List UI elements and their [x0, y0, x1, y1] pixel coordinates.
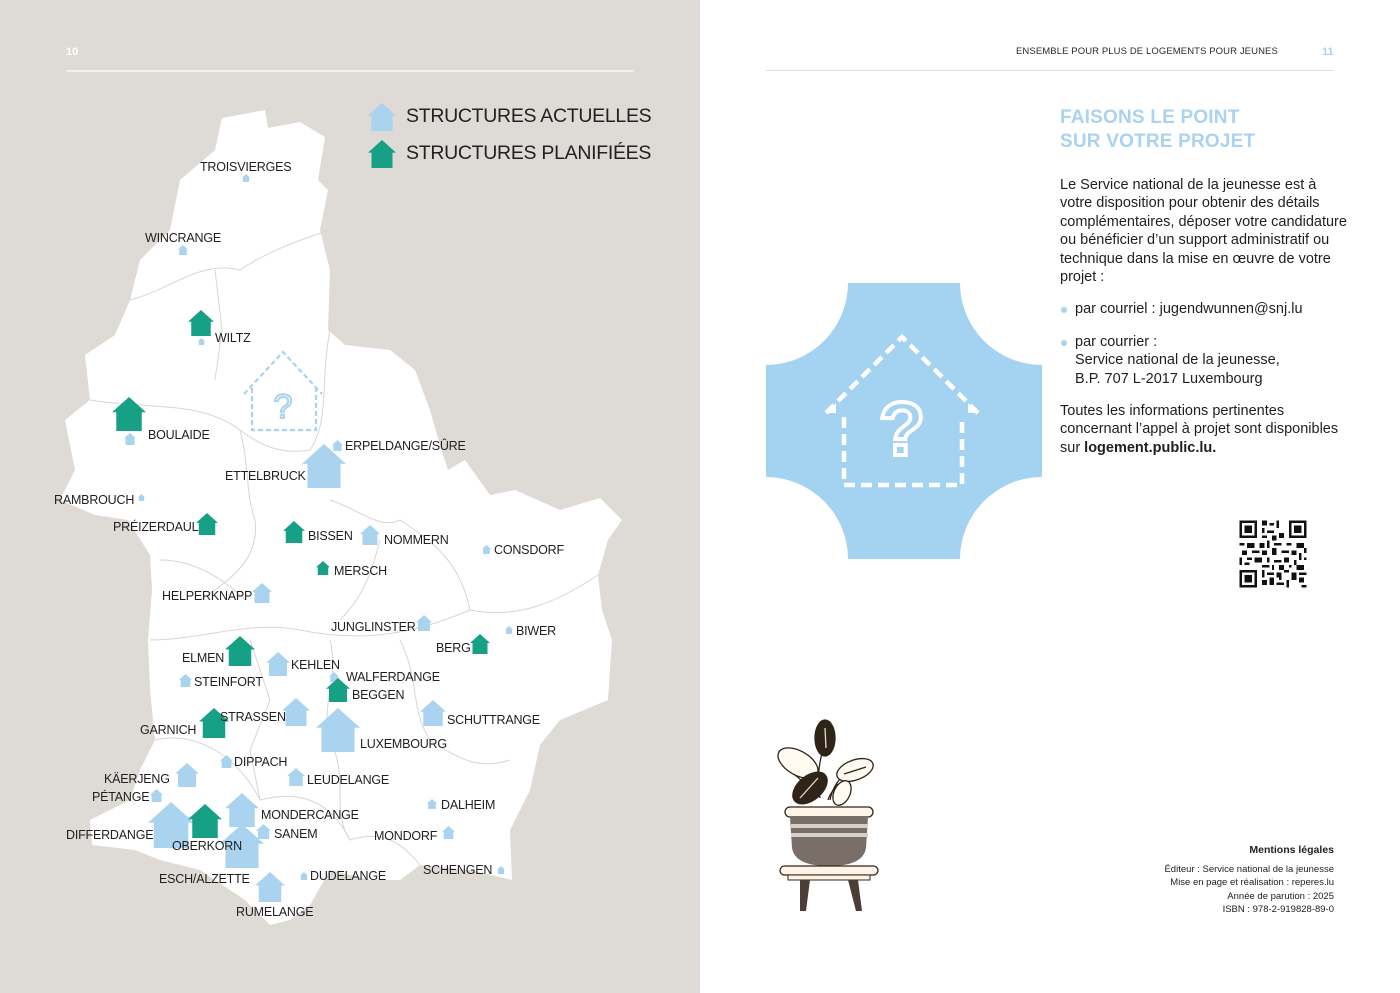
city-label: RUMELANGE: [236, 905, 314, 919]
city-label: WINCRANGE: [145, 231, 221, 245]
city-label: PÉTANGE: [92, 790, 150, 804]
city-label: ESCH/ALZETTE: [159, 872, 250, 886]
dashed-house-question-icon: [766, 283, 1042, 559]
city-label: MONDERCANGE: [261, 808, 359, 822]
legend-planned: [368, 135, 651, 172]
city-label: NOMMERN: [384, 533, 449, 547]
city-label: LUXEMBOURG: [360, 737, 447, 751]
city-label: SCHUTTRANGE: [447, 713, 540, 727]
intro-text: Le Service national de la jeunesse est à votre disposition pour obtenir des détails complémentaires, déposer votre candidature ou bénéficier d’un support administratif ou technique dans la mise en œuvre de votre projet :: [1060, 177, 1347, 286]
city-label: DALHEIM: [441, 798, 496, 812]
email-text[interactable]: par courriel : jugendwunnen@snj.lu: [1075, 301, 1303, 318]
city-label: MONDORF: [374, 829, 438, 843]
legal-notice: Mentions légales Éditeur : Service national de la jeunesse Mise en page et réalisation : reperes.lu Année de parution : 2025 ISBN : 978-2-919828-89-0: [1164, 844, 1334, 916]
city-label: ETTELBRUCK: [225, 469, 306, 483]
city-label: HELPERKNAPP: [162, 589, 253, 603]
city-label: JUNGLINSTER: [331, 620, 416, 634]
city-label: SCHENGEN: [423, 863, 493, 877]
city-label: LEUDELANGE: [307, 773, 390, 787]
header-rule: [766, 70, 1334, 71]
city-label: GARNICH: [140, 723, 197, 737]
postal-contact: par courrier : Service national de la jeunesse, B.P. 707 L-2017 Luxembourg: [1060, 333, 1350, 388]
legend-label: STRUCTURES ACTUELLES: [406, 105, 652, 127]
header-rule: [66, 70, 634, 72]
city-label: TROISVIERGES: [200, 160, 292, 174]
page-number: 10: [66, 46, 79, 58]
city-label: KÄERJENG: [104, 772, 170, 786]
city-label: ERPELDANGE/SÛRE: [345, 439, 466, 453]
city-label: STRASSEN: [220, 710, 286, 724]
city-label: OBERKORN: [172, 839, 242, 853]
house-icon: [368, 139, 396, 169]
city-label: CONSDORF: [494, 543, 564, 557]
city-label: BIWER: [516, 624, 556, 638]
city-label: WALFERDANGE: [346, 670, 440, 684]
city-label: KEHLEN: [291, 658, 340, 672]
legend-current: [368, 98, 651, 135]
city-label: RAMBROUCH: [54, 493, 135, 507]
svg-text:?: ?: [878, 387, 926, 472]
outro-text: Toutes les informations pertinentes concernant l’appel à projet sont disponibles sur logement.public.lu.: [1060, 403, 1339, 456]
page-number: 11: [1322, 46, 1334, 58]
city-label: BERG: [436, 641, 471, 655]
svg-text:?: ?: [273, 388, 293, 426]
city-label: PRÉIZERDAUL: [113, 520, 199, 534]
city-label: SANEM: [274, 827, 318, 841]
running-head: ENSEMBLE POUR PLUS DE LOGEMENTS POUR JEUNES: [1016, 46, 1278, 57]
city-label: BOULAIDE: [148, 428, 210, 442]
city-label: BEGGEN: [352, 688, 405, 702]
section-title: FAISONS LE POINT SUR VOTRE PROJET: [1060, 107, 1256, 152]
qr-code-icon[interactable]: [1237, 518, 1309, 590]
city-label: MERSCH: [334, 564, 387, 578]
city-label: WILTZ: [215, 331, 251, 345]
city-label: DUDELANGE: [310, 869, 386, 883]
city-label: DIFFERDANGE: [66, 828, 154, 842]
email-contact: [1060, 300, 1350, 318]
contact-info: [1060, 176, 1350, 471]
potted-plant-icon: [770, 718, 880, 918]
website-link[interactable]: logement.public.lu.: [1084, 439, 1217, 456]
city-label: STEINFORT: [194, 675, 263, 689]
map-legend: [368, 98, 651, 172]
city-label: DIPPACH: [234, 755, 288, 769]
house-icon: [368, 102, 396, 132]
city-label: ELMEN: [182, 651, 225, 665]
city-label: BISSEN: [308, 529, 353, 543]
legend-label: STRUCTURES PLANIFIÉES: [406, 142, 652, 164]
